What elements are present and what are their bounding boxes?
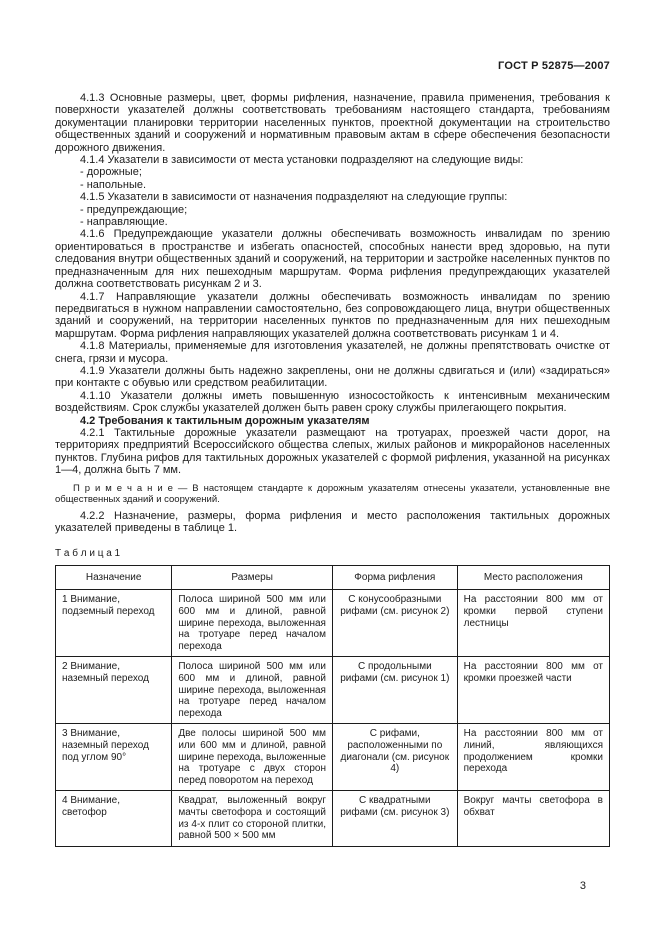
paragraph: 4.1.5 Указатели в зависимости от назначения подразделяют на следующие группы: — [80, 191, 508, 204]
table-cell: Квадрат, выложенный вокруг мачты светофора и состоящий из 4-х плит со стороной плитки, равной 500 × 500 мм — [172, 791, 333, 846]
table-header-cell: Назначение — [56, 566, 172, 590]
paragraph: 4.1.4 Указатели в зависимости от места установки подразделяют на следующие виды: — [80, 154, 524, 167]
table-row — [56, 657, 610, 724]
paragraph: 4.2.2 Назначение, размеры, форма рифления и место расположения тактильных дорожных указателей приведены в таблице 1. — [55, 509, 610, 534]
table-cell: Полоса шириной 500 мм или 600 мм и длиной, равной ширине перехода, выложенная на тротуаре перед началом перехода — [172, 657, 333, 724]
table-cell: Две полосы шириной 500 мм или 600 мм и длиной, равной ширине перехода, выложенные на тротуаре с двух сторон перед поворотом на переход — [172, 724, 333, 791]
paragraph: 4.1.3 Основные размеры, цвет, формы рифления, назначение, правила применения, требования к поверхности указателей должны соответствовать требованиям настоящего стандарта, требованиям документации планировки территории населенных пунктов, проектной документации на строительство общественных зданий и сооружений и нормативным правовым актам в сфере обеспечения безопасности дорожного движения. — [55, 92, 610, 154]
table-caption: Т а б л и ц а 1 — [55, 548, 121, 560]
list-item: - напольные. — [80, 178, 147, 191]
table-cell: С конусообразными рифами (см. рисунок 2) — [332, 590, 457, 657]
table-cell: 4 Внимание, светофор — [56, 791, 172, 846]
table-header-cell: Размеры — [172, 566, 333, 590]
table-cell: На расстоянии 800 мм от кромки проезжей части — [457, 657, 609, 724]
table-cell: С рифами, расположенными по диагонали (см. рисунок 4) — [332, 724, 457, 791]
table-cell: С продольными рифами (см. рисунок 1) — [332, 657, 457, 724]
table-cell: На расстоянии 800 мм от линий, являющихся продолжением кромки перехода — [457, 724, 609, 791]
table-cell: 2 Внимание, наземный переход — [56, 657, 172, 724]
paragraph: 4.1.10 Указатели должны иметь повышенную износостойкость к интенсивным механическим воздействиям. Срок службы указателей должен быть равен сроку службы прилегающего покрытия. — [55, 389, 610, 415]
table-head — [56, 566, 610, 590]
table-row — [56, 590, 610, 657]
paragraph: 4.1.6 Предупреждающие указатели должны обеспечивать возможность инвалидам по зрению ориентироваться в пространстве и избегать опасностей, способных нанести вред здоровью, на пути следования внутри общественных зданий и сооружений, на территории и застройке населенных пунктов по предназначенным для них пешеходным маршрутам. Форма рифления предупреждающих указателей должна соответствовать рисункам 2 и 3. — [55, 228, 610, 291]
page-footer — [580, 880, 586, 892]
table-cell: Полоса шириной 500 мм или 600 мм и длиной, равной ширине перехода, выложенная на тротуаре перед началом перехода — [172, 590, 333, 657]
page-number: 3 — [579, 880, 586, 892]
paragraph: 4.1.8 Материалы, применяемые для изготовления указателей, не должны препятствовать очистке от снега, грязи и мусора. — [55, 340, 610, 365]
section-heading: 4.2 Требования к тактильным дорожным указателям — [80, 414, 370, 427]
table-cell: 3 Внимание, наземный переход под углом 90° — [56, 724, 172, 791]
paragraph: 4.1.9 Указатели должны быть надежно закреплены, они не должны сдвигаться и (или) «задираться» при контакте с обувью или средством реабилитации. — [55, 364, 610, 390]
table-cell: С квадратными рифами (см. рисунок 3) — [332, 791, 457, 846]
table-cell: Вокруг мачты светофора в обхват — [457, 791, 609, 846]
list-item: - дорожные; — [80, 166, 142, 179]
table-1 — [55, 565, 610, 846]
document-header — [55, 60, 610, 72]
table-row — [56, 791, 610, 846]
table-header-cell: Форма рифления — [332, 566, 457, 590]
doc-code: ГОСТ Р 52875—2007 — [498, 60, 610, 72]
list-item: - направляющие. — [80, 216, 168, 229]
table-row — [56, 724, 610, 791]
paragraph: 4.1.7 Направляющие указатели должны обеспечивать возможность инвалидам по зрению передвигаться в нужном направлении самостоятельно, без сопровождающего лица, внутри общественных зданий и сооружений, на территории населенных пунктов по предназначенным для них пешеходным маршрутам. Форма рифления направляющих указателей должна соответствовать рисункам 1 и 4. — [55, 290, 610, 340]
list-item: - предупреждающие; — [80, 203, 188, 216]
document-body — [55, 92, 610, 534]
table-cell: На расстоянии 800 мм от кромки первой ступени лестницы — [457, 590, 609, 657]
table-header-cell: Место расположения — [457, 566, 609, 590]
table-cell: 1 Внимание, подземный переход — [56, 590, 172, 657]
table-body — [56, 590, 610, 846]
note-paragraph: П р и м е ч а н и е — В настоящем стандарте к дорожным указателям отнесены указатели, установленные вне общественных зданий и сооружений. — [55, 482, 610, 505]
table-header-row — [56, 566, 610, 590]
paragraph: 4.2.1 Тактильные дорожные указатели размещают на тротуарах, проезжей части дорог, на территориях предприятий Всероссийского общества слепых, жилых районов и микрорайонов населенных пунктов. Глубина рифов для тактильных дорожных указателей с формой рифления, указанной на рисунках 1—4, должна быть 7 мм. — [55, 426, 610, 477]
